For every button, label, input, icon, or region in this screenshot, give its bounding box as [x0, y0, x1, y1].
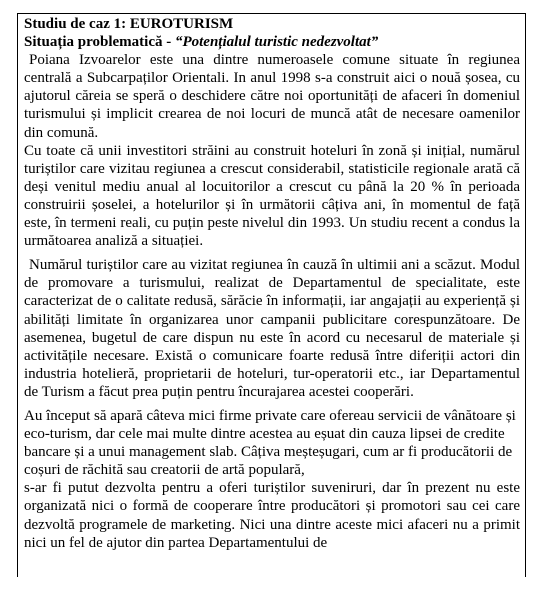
paragraph-craftsmen: s-ar fi putut dezvolta pentru a oferi turiștilor suveniruri, dar în prezent nu este organizată nici o formă de cooperare între producători și promotori sau cei care dezvoltă programele de marketing. Nici una dintre aceste mici afaceri nu a primit nici un fel de ajutor din partea Departamentului de — [24, 480, 520, 551]
case-study-title: Studiu de caz 1: EUROTURISM — [24, 16, 234, 32]
subtitle-prefix: Situația problematică - — [24, 34, 175, 51]
subtitle-quote: “Potențialul turistic nedezvoltat” — [174, 34, 379, 51]
case-study-box — [17, 13, 526, 577]
paragraph-small-firms: Au început să apară câteva mici firme private care ofereau servicii de vânătoare și eco-turism, dar cele mai multe dintre acestea au eșuat din cauza lipsei de credite bancare și a unui management slab. Câțiva meșteșugari, cum ar fi producătorii de coșuri de răchită sau creatorii de artă populară, — [24, 407, 516, 479]
paragraph-intro: Poiana Izvoarelor este una dintre numeroasele comune situate în regiunea centrală a Subcarpaților Orientali. In anul 1998 s-a construit aici o nouă șosea, cu ajutorul căreia se speră o deschidere către noi oportunități de afaceri în domeniul turismului și implicit crearea de noi locuri de muncă atât de necesare oamenilor din comună. — [24, 52, 520, 141]
paragraph-tourist-decline: Numărul turiștilor care au vizitat regiunea în cauză în ultimii ani a scăzut. Modul de promovare a turismului, realizat de Departamentul de specialitate, este caracterizat de o calitate redusă, sărăcie în informații, iar angajații au experiență și abilități limitate în organizarea unor campanii publicitare corespunzătoare. De asemenea, bugetul de care dispun nu este în acord cu necesarul de materiale și activitățile necesare. Există o comunicare foarte redusă între diferiții actori din industria hotelieră, proprietarii de hoteluri, tur-operatorii etc., iar Departamentul de Turism a făcut prea puțin pentru încurajarea acestei cooperări. — [24, 257, 520, 400]
paragraph-investors: Cu toate că unii investitori străini au construit hoteluri în zonă și inițial, numărul turiștilor care vizitau regiunea a crescut considerabil, statisticile regionale arată că deși venitul mediu anual al locuitorilor a crescut cu până la 20 % în perioada construirii șoselei, a hotelurilor și în următorii câțiva ani, în momentul de față este, în termeni reali, cu puțin peste nivelul din 1993. Un studiu recent a condus la următoarea analiză a situației. — [24, 142, 520, 250]
case-study-content — [24, 15, 520, 552]
problem-situation-heading — [24, 33, 520, 51]
